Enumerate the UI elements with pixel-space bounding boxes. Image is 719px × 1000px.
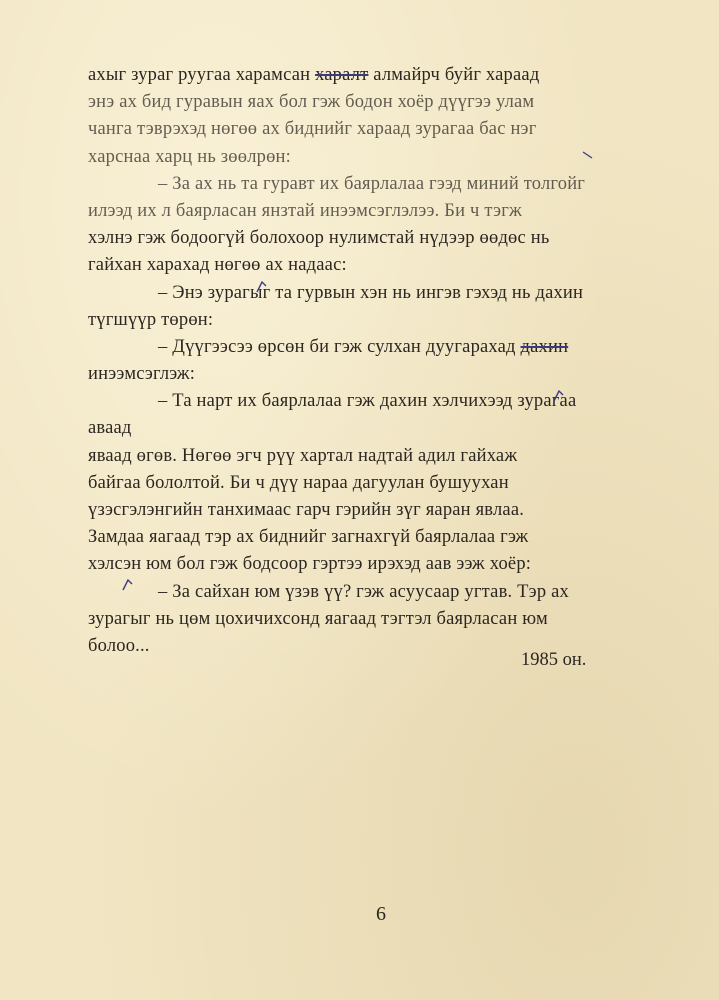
text-line-1-start: ахыг зураг руугаа харамсан [88,65,316,85]
text-line-15: яваад өгөв. Нөгөө эгч рүү хартал надтай адил гайхаж [88,445,518,466]
text-line-11 [88,334,648,361]
pen-tick-mark-2 [255,280,269,294]
text-line-1 [88,62,648,89]
date-signature: 1985 он. [521,650,587,670]
text-line-22: болоо... [88,635,150,656]
text-line-5: – За ах нь та гуравт их баярлалаа гээд миний толгойг [158,173,586,194]
page-number: 6 [376,903,386,925]
struck-word: харалт [315,65,369,85]
text-line-19: хэлсэн юм бол гэж бодсоор гэртээ ирэхэд аав ээж хоёр: [88,554,532,575]
text-line-21: зурагыг нь цөм цохичихсонд яагаад тэгтэл баярласан юм [88,608,548,629]
text-line-11-start: – Дүүгээсээ өрсөн би гэж сулхан дуугарахад [158,336,521,357]
text-line-14: аваад [88,418,132,439]
text-line-8: гайхан харахад нөгөө ах надаас: [88,255,347,276]
text-line-4: харснаа харц нь зөөлрөн: [88,146,291,167]
text-line-6: илээд их л баярласан янзтай инээмсэглэлээ. Би ч тэгж [88,200,523,221]
struck-word-2: дахин [520,336,569,357]
text-line-12: инээмсэглэж: [88,364,196,385]
pen-tick-mark-3 [552,389,566,403]
text-line-3: чанга тэврэхэд нөгөө ах биднийг хараад зурагаа бас нэг [88,119,537,140]
pen-tick-mark-4 [121,578,135,592]
text-line-17: үзэсгэлэнгийн танхимаас гарч гэрийн зүг яаран явлаа. [88,500,525,520]
text-line-13: – Та нарт их баярлалаа гэж дахин хэлчихээд зурагаа [158,391,577,412]
text-line-16: байгаа бололтой. Би ч дүү нараа дагуулан бушуухан [88,472,509,493]
text-line-9: – Энэ зурагыг та гурвын хэн нь ингэв гэхэд нь дахин [158,282,584,303]
pen-tick-mark-1 [582,150,594,160]
text-line-2: энэ ах бид гуравын яах бол гэж бодон хоёр дүүгээ улам [88,92,535,113]
text-line-10: түгшүүр төрөн: [88,309,214,330]
body-text [88,62,648,660]
text-line-1-end: алмайрч буйг хараад [368,65,540,85]
text-line-7: хэлнэ гэж бодоогүй болохоор нулимстай нүдээр өөдөс нь [88,228,550,249]
text-line-18: Замдаа яагаад тэр ах биднийг загнахгүй баярлалаа гэж [88,527,529,548]
text-line-20: – За сайхан юм үзэв үү? гэж асуусаар угтав. Тэр ах [158,581,569,602]
